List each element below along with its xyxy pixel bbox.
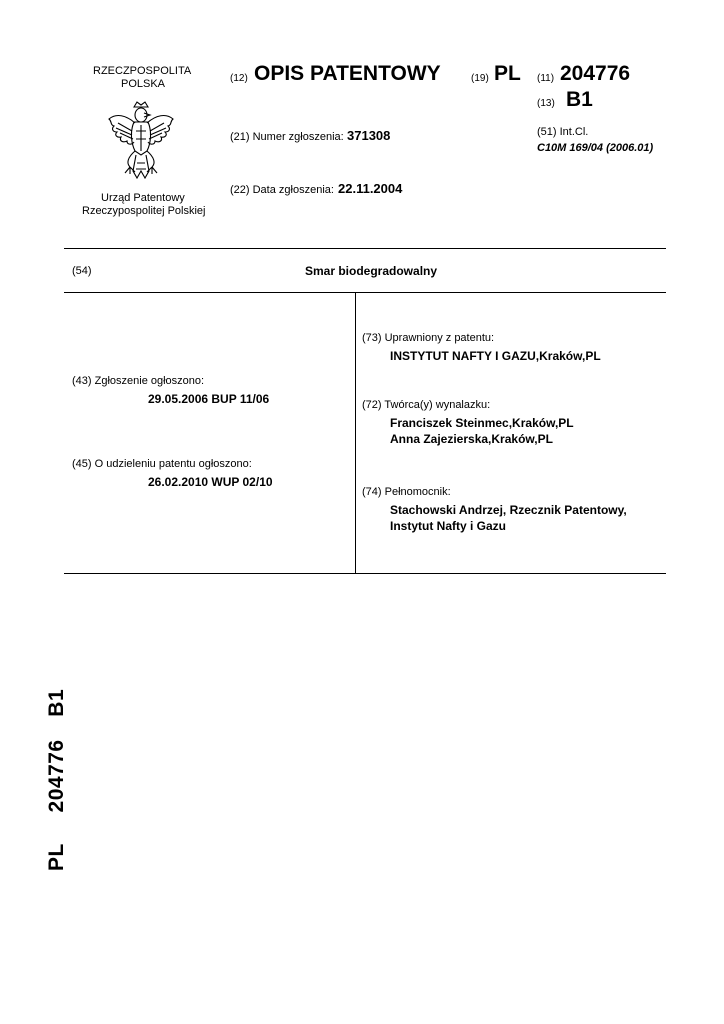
country-code: PL: [494, 62, 521, 85]
application-number: 371308: [347, 128, 391, 143]
publication-label: (43) Zgłoszenie ogłoszono:: [72, 375, 205, 387]
sidebar-country: PL: [45, 843, 68, 871]
intcl-value: C10M 169/04 (2006.01): [537, 142, 654, 154]
filing-date: 22.11.2004: [338, 181, 403, 196]
patent-office-line1: Urząd Patentowy: [101, 192, 185, 204]
application-number-label: (21) Numer zgłoszenia:: [230, 131, 344, 143]
publication-value: 29.05.2006 BUP 11/06: [148, 392, 270, 406]
attorney-label: (74) Pełnomocnik:: [362, 486, 451, 498]
filing-date-label: (22) Data zgłoszenia:: [230, 184, 334, 196]
column-divider: [355, 292, 356, 573]
sidebar-kind: B1: [45, 688, 68, 717]
title-code: (54): [72, 265, 92, 277]
header-divider: [64, 248, 666, 249]
country-name-line1: RZECZPOSPOLITA: [93, 65, 192, 77]
sidebar-patent-id: [45, 689, 69, 871]
bottom-divider: [64, 573, 666, 574]
code-11: (11): [537, 73, 555, 84]
patent-number: 204776: [560, 62, 631, 85]
country-name-line2: POLSKA: [121, 78, 166, 90]
title-divider: [64, 292, 666, 293]
invention-title: Smar biodegradowalny: [305, 264, 438, 278]
document-type: OPIS PATENTOWY: [254, 62, 441, 85]
attorney-line1: Stachowski Andrzej, Rzecznik Patentowy,: [390, 503, 627, 517]
polish-eagle-emblem: [106, 101, 176, 185]
code-19: (19): [471, 73, 489, 84]
inventor-1: Franciszek Steinmec,Kraków,PL: [390, 416, 574, 430]
attorney-line2: Instytut Nafty i Gazu: [390, 519, 507, 533]
code-12: (12): [230, 73, 248, 84]
inventors-label: (72) Twórca(y) wynalazku:: [362, 399, 491, 411]
code-13: (13): [537, 98, 555, 109]
sidebar-number: 204776: [45, 739, 68, 813]
grant-label: (45) O udzieleniu patentu ogłoszono:: [72, 458, 252, 470]
grant-value: 26.02.2010 WUP 02/10: [148, 475, 273, 489]
owner-value: INSTYTUT NAFTY I GAZU,Kraków,PL: [390, 349, 601, 363]
owner-label: (73) Uprawniony z patentu:: [362, 332, 495, 344]
inventor-2: Anna Zajezierska,Kraków,PL: [390, 432, 553, 446]
kind-code: B1: [566, 88, 593, 111]
intcl-label: (51) Int.Cl.: [537, 126, 589, 138]
patent-office-line2: Rzeczypospolitej Polskiej: [82, 205, 206, 217]
